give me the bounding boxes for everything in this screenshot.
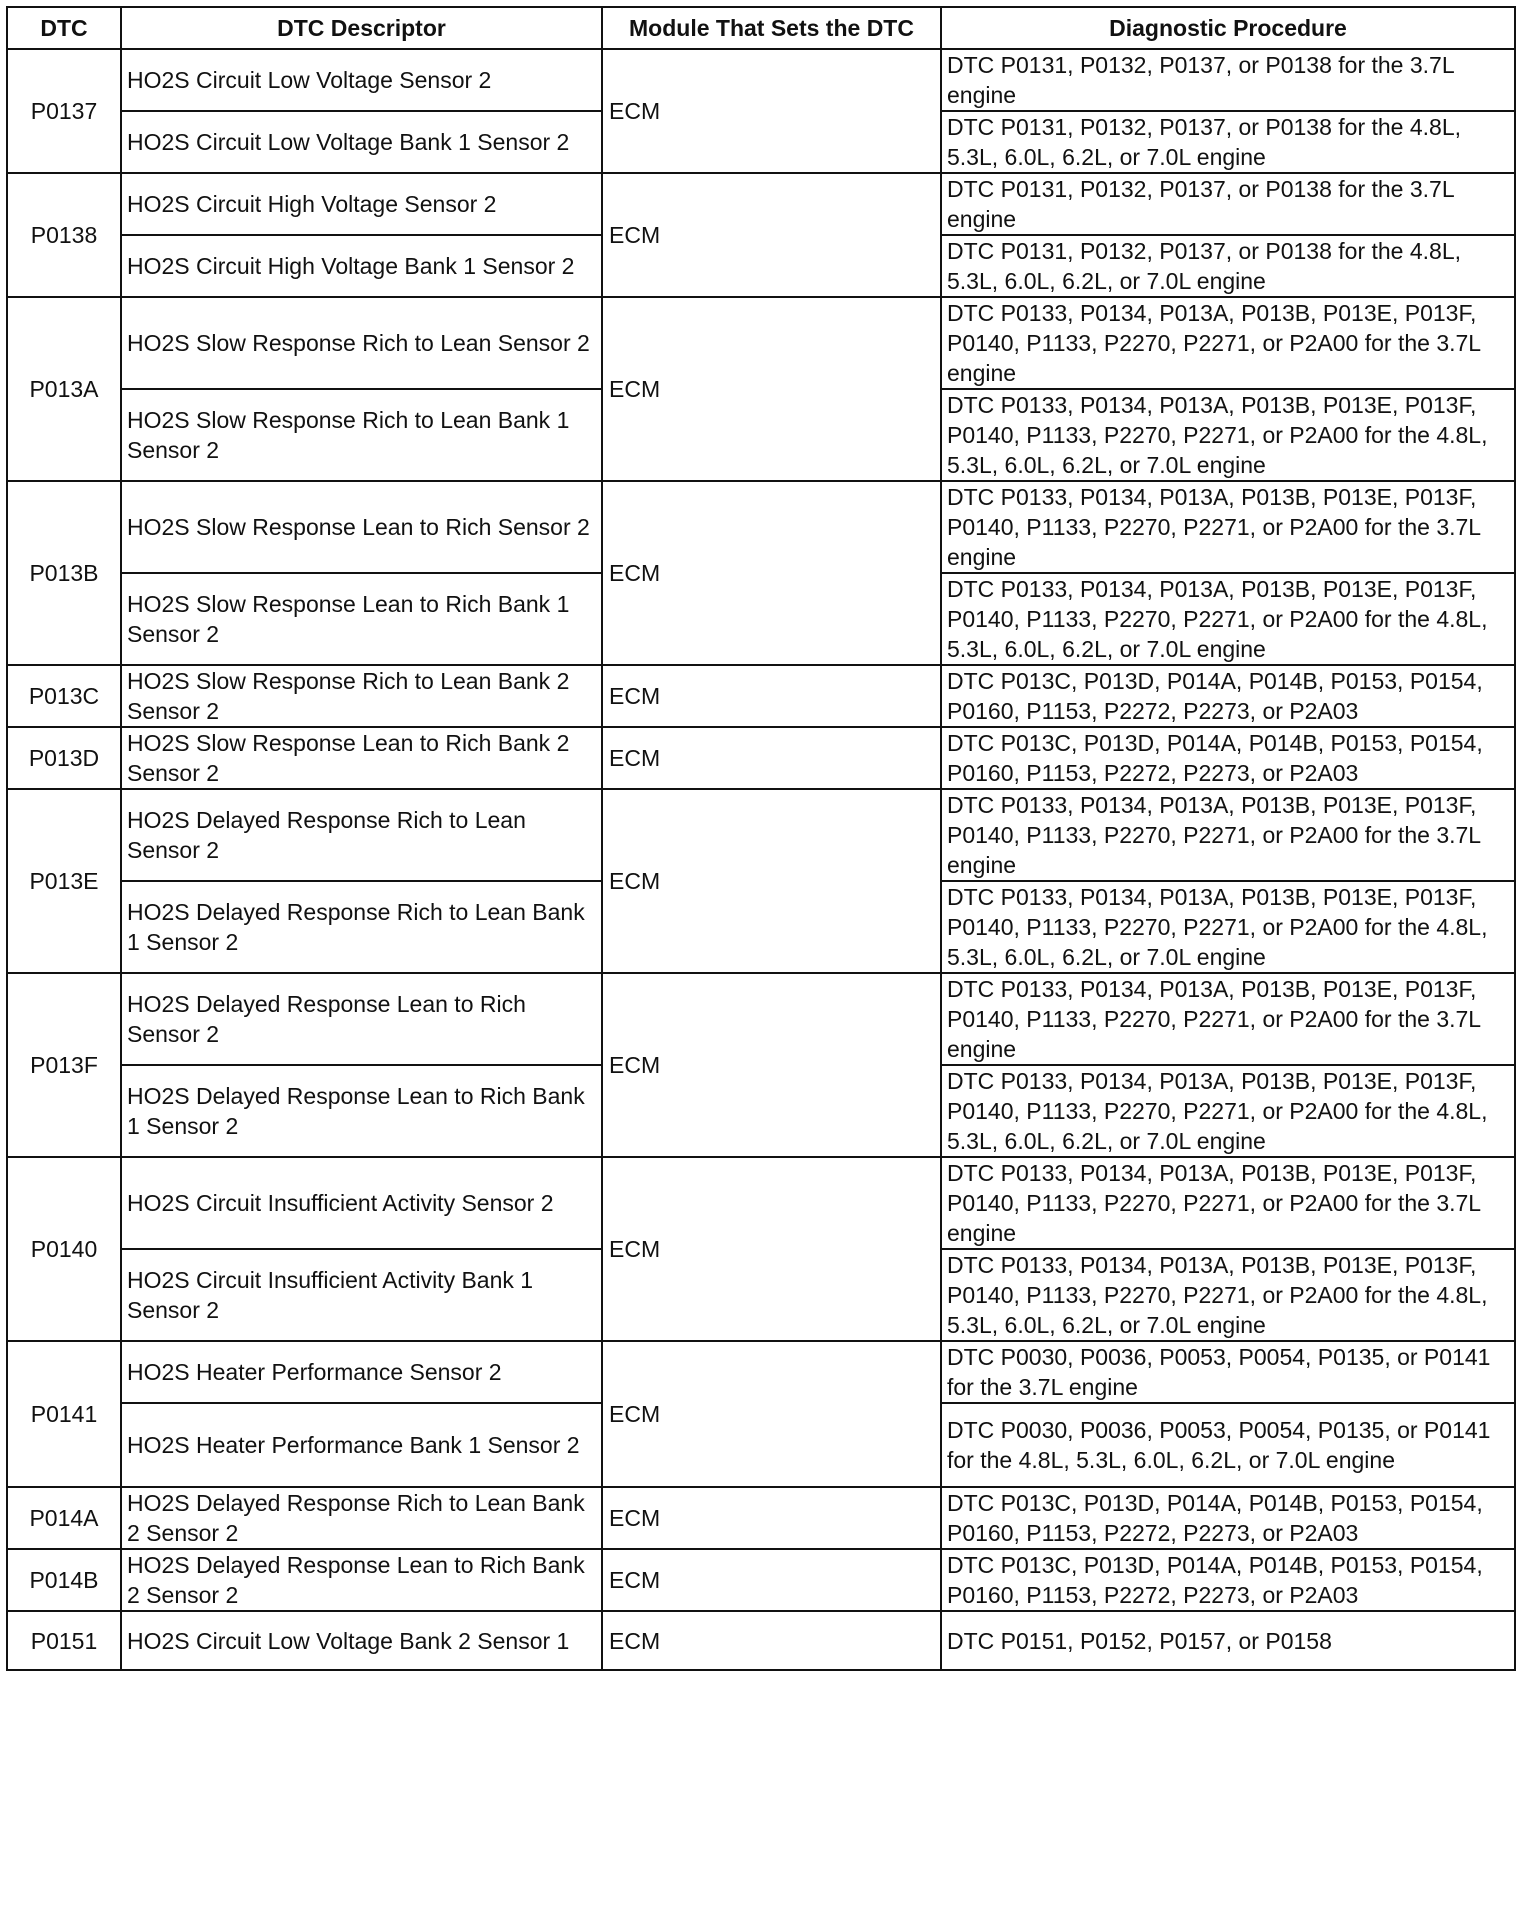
dtc-code: P0140 <box>7 1157 121 1341</box>
document-page <box>6 6 1514 1671</box>
header-dtc: DTC <box>7 7 121 49</box>
dtc-descriptor: HO2S Circuit Low Voltage Bank 2 Sensor 1 <box>121 1611 602 1670</box>
diagnostic-procedure: DTC P0133, P0134, P013A, P013B, P013E, P013F, P0140, P1133, P2270, P2271, or P2A00 for the 4.8L, 5.3L, 6.0L, 6.2L, or 7.0L engine <box>941 1249 1515 1341</box>
diagnostic-procedure: DTC P0133, P0134, P013A, P013B, P013E, P013F, P0140, P1133, P2270, P2271, or P2A00 for the 3.7L engine <box>941 789 1515 881</box>
table-row <box>7 1487 1515 1549</box>
dtc-descriptor: HO2S Slow Response Lean to Rich Sensor 2 <box>121 481 602 573</box>
diagnostic-procedure: DTC P013C, P013D, P014A, P014B, P0153, P0154, P0160, P1153, P2272, P2273, or P2A03 <box>941 727 1515 789</box>
diagnostic-procedure: DTC P0133, P0134, P013A, P013B, P013E, P013F, P0140, P1133, P2270, P2271, or P2A00 for the 4.8L, 5.3L, 6.0L, 6.2L, or 7.0L engine <box>941 389 1515 481</box>
table-row <box>7 727 1515 789</box>
table-row <box>7 1611 1515 1670</box>
module-name: ECM <box>602 727 941 789</box>
dtc-code: P013D <box>7 727 121 789</box>
dtc-descriptor: HO2S Circuit Low Voltage Sensor 2 <box>121 49 602 111</box>
diagnostic-procedure: DTC P0133, P0134, P013A, P013B, P013E, P013F, P0140, P1133, P2270, P2271, or P2A00 for the 3.7L engine <box>941 481 1515 573</box>
header-dtc-descriptor: DTC Descriptor <box>121 7 602 49</box>
diagnostic-procedure: DTC P0133, P0134, P013A, P013B, P013E, P013F, P0140, P1133, P2270, P2271, or P2A00 for the 3.7L engine <box>941 297 1515 389</box>
diagnostic-procedure: DTC P0133, P0134, P013A, P013B, P013E, P013F, P0140, P1133, P2270, P2271, or P2A00 for the 4.8L, 5.3L, 6.0L, 6.2L, or 7.0L engine <box>941 573 1515 665</box>
dtc-descriptor: HO2S Slow Response Rich to Lean Bank 1 Sensor 2 <box>121 389 602 481</box>
dtc-descriptor: HO2S Circuit High Voltage Sensor 2 <box>121 173 602 235</box>
diagnostic-procedure: DTC P0151, P0152, P0157, or P0158 <box>941 1611 1515 1670</box>
module-name: ECM <box>602 665 941 727</box>
dtc-code: P013F <box>7 973 121 1157</box>
header-diagnostic-procedure: Diagnostic Procedure <box>941 7 1515 49</box>
dtc-table <box>6 6 1516 1671</box>
table-row <box>7 49 1515 111</box>
dtc-descriptor: HO2S Heater Performance Bank 1 Sensor 2 <box>121 1403 602 1487</box>
module-name: ECM <box>602 1611 941 1670</box>
dtc-code: P013C <box>7 665 121 727</box>
module-name: ECM <box>602 49 941 173</box>
dtc-descriptor: HO2S Delayed Response Lean to Rich Bank 1 Sensor 2 <box>121 1065 602 1157</box>
dtc-code: P0137 <box>7 49 121 173</box>
diagnostic-procedure: DTC P013C, P013D, P014A, P014B, P0153, P0154, P0160, P1153, P2272, P2273, or P2A03 <box>941 1549 1515 1611</box>
dtc-descriptor: HO2S Slow Response Lean to Rich Bank 1 Sensor 2 <box>121 573 602 665</box>
module-name: ECM <box>602 173 941 297</box>
header-row <box>7 7 1515 49</box>
dtc-code: P013B <box>7 481 121 665</box>
dtc-descriptor: HO2S Delayed Response Rich to Lean Bank 2 Sensor 2 <box>121 1487 602 1549</box>
dtc-code: P013A <box>7 297 121 481</box>
dtc-descriptor: HO2S Circuit Insufficient Activity Sensor 2 <box>121 1157 602 1249</box>
diagnostic-procedure: DTC P013C, P013D, P014A, P014B, P0153, P0154, P0160, P1153, P2272, P2273, or P2A03 <box>941 665 1515 727</box>
diagnostic-procedure: DTC P0133, P0134, P013A, P013B, P013E, P013F, P0140, P1133, P2270, P2271, or P2A00 for the 3.7L engine <box>941 1157 1515 1249</box>
dtc-descriptor: HO2S Slow Response Rich to Lean Bank 2 Sensor 2 <box>121 665 602 727</box>
dtc-descriptor: HO2S Delayed Response Lean to Rich Bank 2 Sensor 2 <box>121 1549 602 1611</box>
module-name: ECM <box>602 789 941 973</box>
dtc-descriptor: HO2S Delayed Response Rich to Lean Sensor 2 <box>121 789 602 881</box>
dtc-descriptor: HO2S Slow Response Lean to Rich Bank 2 Sensor 2 <box>121 727 602 789</box>
dtc-descriptor: HO2S Delayed Response Lean to Rich Sensor 2 <box>121 973 602 1065</box>
diagnostic-procedure: DTC P0133, P0134, P013A, P013B, P013E, P013F, P0140, P1133, P2270, P2271, or P2A00 for the 4.8L, 5.3L, 6.0L, 6.2L, or 7.0L engine <box>941 881 1515 973</box>
dtc-descriptor: HO2S Heater Performance Sensor 2 <box>121 1341 602 1403</box>
module-name: ECM <box>602 297 941 481</box>
diagnostic-procedure: DTC P0131, P0132, P0137, or P0138 for the 4.8L, 5.3L, 6.0L, 6.2L, or 7.0L engine <box>941 235 1515 297</box>
dtc-code: P013E <box>7 789 121 973</box>
table-row <box>7 297 1515 389</box>
dtc-code: P014A <box>7 1487 121 1549</box>
dtc-descriptor: HO2S Circuit Insufficient Activity Bank 1 Sensor 2 <box>121 1249 602 1341</box>
dtc-descriptor: HO2S Circuit High Voltage Bank 1 Sensor 2 <box>121 235 602 297</box>
dtc-code: P0138 <box>7 173 121 297</box>
module-name: ECM <box>602 973 941 1157</box>
table-row <box>7 173 1515 235</box>
table-row <box>7 481 1515 573</box>
header-module: Module That Sets the DTC <box>602 7 941 49</box>
diagnostic-procedure: DTC P0030, P0036, P0053, P0054, P0135, or P0141 for the 4.8L, 5.3L, 6.0L, 6.2L, or 7.0L engine <box>941 1403 1515 1487</box>
module-name: ECM <box>602 1549 941 1611</box>
dtc-code: P0151 <box>7 1611 121 1670</box>
dtc-descriptor: HO2S Delayed Response Rich to Lean Bank 1 Sensor 2 <box>121 881 602 973</box>
table-row <box>7 1157 1515 1249</box>
module-name: ECM <box>602 1157 941 1341</box>
table-row <box>7 973 1515 1065</box>
module-name: ECM <box>602 1487 941 1549</box>
diagnostic-procedure: DTC P013C, P013D, P014A, P014B, P0153, P0154, P0160, P1153, P2272, P2273, or P2A03 <box>941 1487 1515 1549</box>
table-row <box>7 665 1515 727</box>
diagnostic-procedure: DTC P0133, P0134, P013A, P013B, P013E, P013F, P0140, P1133, P2270, P2271, or P2A00 for the 4.8L, 5.3L, 6.0L, 6.2L, or 7.0L engine <box>941 1065 1515 1157</box>
diagnostic-procedure: DTC P0131, P0132, P0137, or P0138 for the 4.8L, 5.3L, 6.0L, 6.2L, or 7.0L engine <box>941 111 1515 173</box>
module-name: ECM <box>602 1341 941 1487</box>
diagnostic-procedure: DTC P0131, P0132, P0137, or P0138 for the 3.7L engine <box>941 173 1515 235</box>
module-name: ECM <box>602 481 941 665</box>
dtc-descriptor: HO2S Slow Response Rich to Lean Sensor 2 <box>121 297 602 389</box>
dtc-descriptor: HO2S Circuit Low Voltage Bank 1 Sensor 2 <box>121 111 602 173</box>
table-row <box>7 1341 1515 1403</box>
table-row <box>7 1549 1515 1611</box>
diagnostic-procedure: DTC P0133, P0134, P013A, P013B, P013E, P013F, P0140, P1133, P2270, P2271, or P2A00 for the 3.7L engine <box>941 973 1515 1065</box>
dtc-code: P014B <box>7 1549 121 1611</box>
dtc-code: P0141 <box>7 1341 121 1487</box>
diagnostic-procedure: DTC P0131, P0132, P0137, or P0138 for the 3.7L engine <box>941 49 1515 111</box>
diagnostic-procedure: DTC P0030, P0036, P0053, P0054, P0135, or P0141 for the 3.7L engine <box>941 1341 1515 1403</box>
table-row <box>7 789 1515 881</box>
